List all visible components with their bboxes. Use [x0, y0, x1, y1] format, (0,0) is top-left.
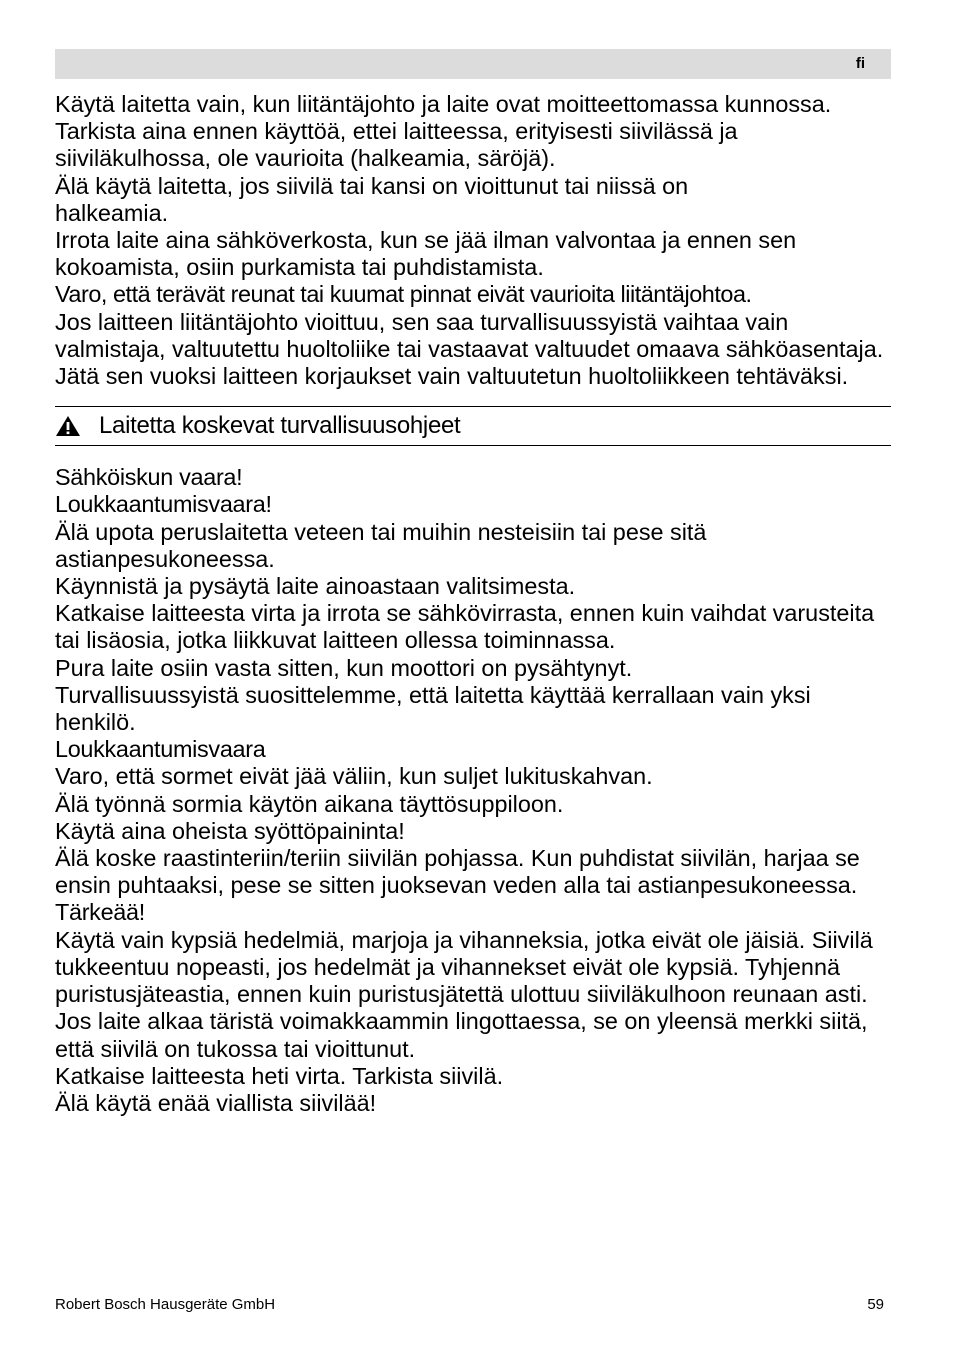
language-tag: fi	[855, 55, 865, 72]
injury-hazard-heading: Loukkaantumisvaara	[55, 736, 266, 763]
body-paragraph: Katkaise laitteesta heti virta. Tarkista siivilä.	[55, 1062, 504, 1089]
body-paragraph: Älä upota peruslaitetta veteen tai muihin nesteisiin tai pese sitä astianpesukoneessa.	[55, 518, 707, 572]
section-title: Laitetta koskevat turvallisuusohjeet	[99, 412, 461, 440]
header-bar	[55, 49, 891, 79]
body-paragraph: Käytä vain kypsiä hedelmiä, marjoja ja vihanneksia, jotka eivät ole jäisiä. Siivilä tukkeentuu nopeasti, jos hedelmät ja vihannekset eivät ole kypsiä. Tyhjennä puristusjäteastia, ennen kuin puristusjätettä ulottuu siiviläkulhoon reunaan asti.	[55, 926, 873, 1008]
body-paragraph: Turvallisuussyistä suosittelemme, että laitetta käyttää kerrallaan vain yksi henkilö.	[55, 681, 811, 736]
intro-paragraph: Jos laitteen liitäntäjohto vioittuu, sen saa turvallisuussyistä vaihtaa vain valmistaja, valtuutettu huoltoliike tai vastaavat valtuudet omaava sähköasentaja.	[55, 308, 884, 362]
page-content	[55, 91, 895, 1117]
intro-paragraph: Käytä laitetta vain, kun liitäntäjohto ja laite ovat moitteettomassa kunnossa. Tarkista aina ennen käyttöä, ettei laitteessa, erityisesti siivilässä ja siiviläkulhossa, ole vaurioita (halkeamia, säröjä).	[55, 91, 832, 172]
footer-company: Robert Bosch Hausgeräte GmbH	[55, 1296, 276, 1313]
body-paragraph: Käynnistä ja pysäytä laite ainoastaan valitsimesta.	[55, 573, 576, 600]
injury-hazard-heading: Loukkaantumisvaara!	[55, 491, 272, 518]
body-paragraph: Käytä aina oheista syöttöpaininta!	[55, 817, 405, 844]
shock-hazard-heading: Sähköiskun vaara!	[55, 464, 243, 491]
intro-paragraph: Jätä sen vuoksi laitteen korjaukset vain valtuutetun huoltoliikkeen tehtäväksi.	[55, 363, 849, 390]
intro-paragraph: Irrota laite aina sähköverkosta, kun se jää ilman valvontaa ja ennen sen kokoamista, osiin purkamista tai puhdistamista.	[55, 227, 797, 281]
body-paragraph: Jos laite alkaa täristä voimakkaammin lingottaessa, se on yleensä merkki siitä, että siivilä on tukossa tai vioittunut.	[55, 1008, 868, 1062]
section-heading	[55, 406, 891, 446]
warning-triangle-icon	[55, 414, 85, 438]
important-heading: Tärkeää!	[55, 899, 145, 926]
body-paragraph: Varo, että sormet eivät jää väliin, kun suljet lukituskahvan.	[55, 763, 653, 790]
body-paragraph: Älä käytä enää viallista siivilää!	[55, 1089, 377, 1116]
body-paragraph: Katkaise laitteesta virta ja irrota se sähkövirrasta, ennen kuin vaihdat varusteita tai lisäosia, jotka liikkuvat laitteen ollessa toiminnassa.	[55, 600, 875, 654]
body-paragraph: Pura laite osiin vasta sitten, kun moottori on pysähtynyt.	[55, 654, 633, 681]
body-paragraph: Älä koske raastinteriin/teriin siivilän pohjassa. Kun puhdistat siivilän, harjaa se ensin puhtaaksi, pese se sitten juoksevan veden alla tai astianpesukoneessa.	[55, 845, 860, 899]
body-paragraph: Älä työnnä sormia käytön aikana täyttösuppiloon.	[55, 790, 564, 817]
page-number: 59	[867, 1296, 884, 1313]
intro-paragraph: Älä käytä laitetta, jos siivilä tai kansi on vioittunut tai niissä on halkeamia.	[55, 172, 689, 226]
intro-paragraph: Varo, että terävät reunat tai kuumat pinnat eivät vaurioita liitäntäjohtoa.	[55, 281, 752, 308]
